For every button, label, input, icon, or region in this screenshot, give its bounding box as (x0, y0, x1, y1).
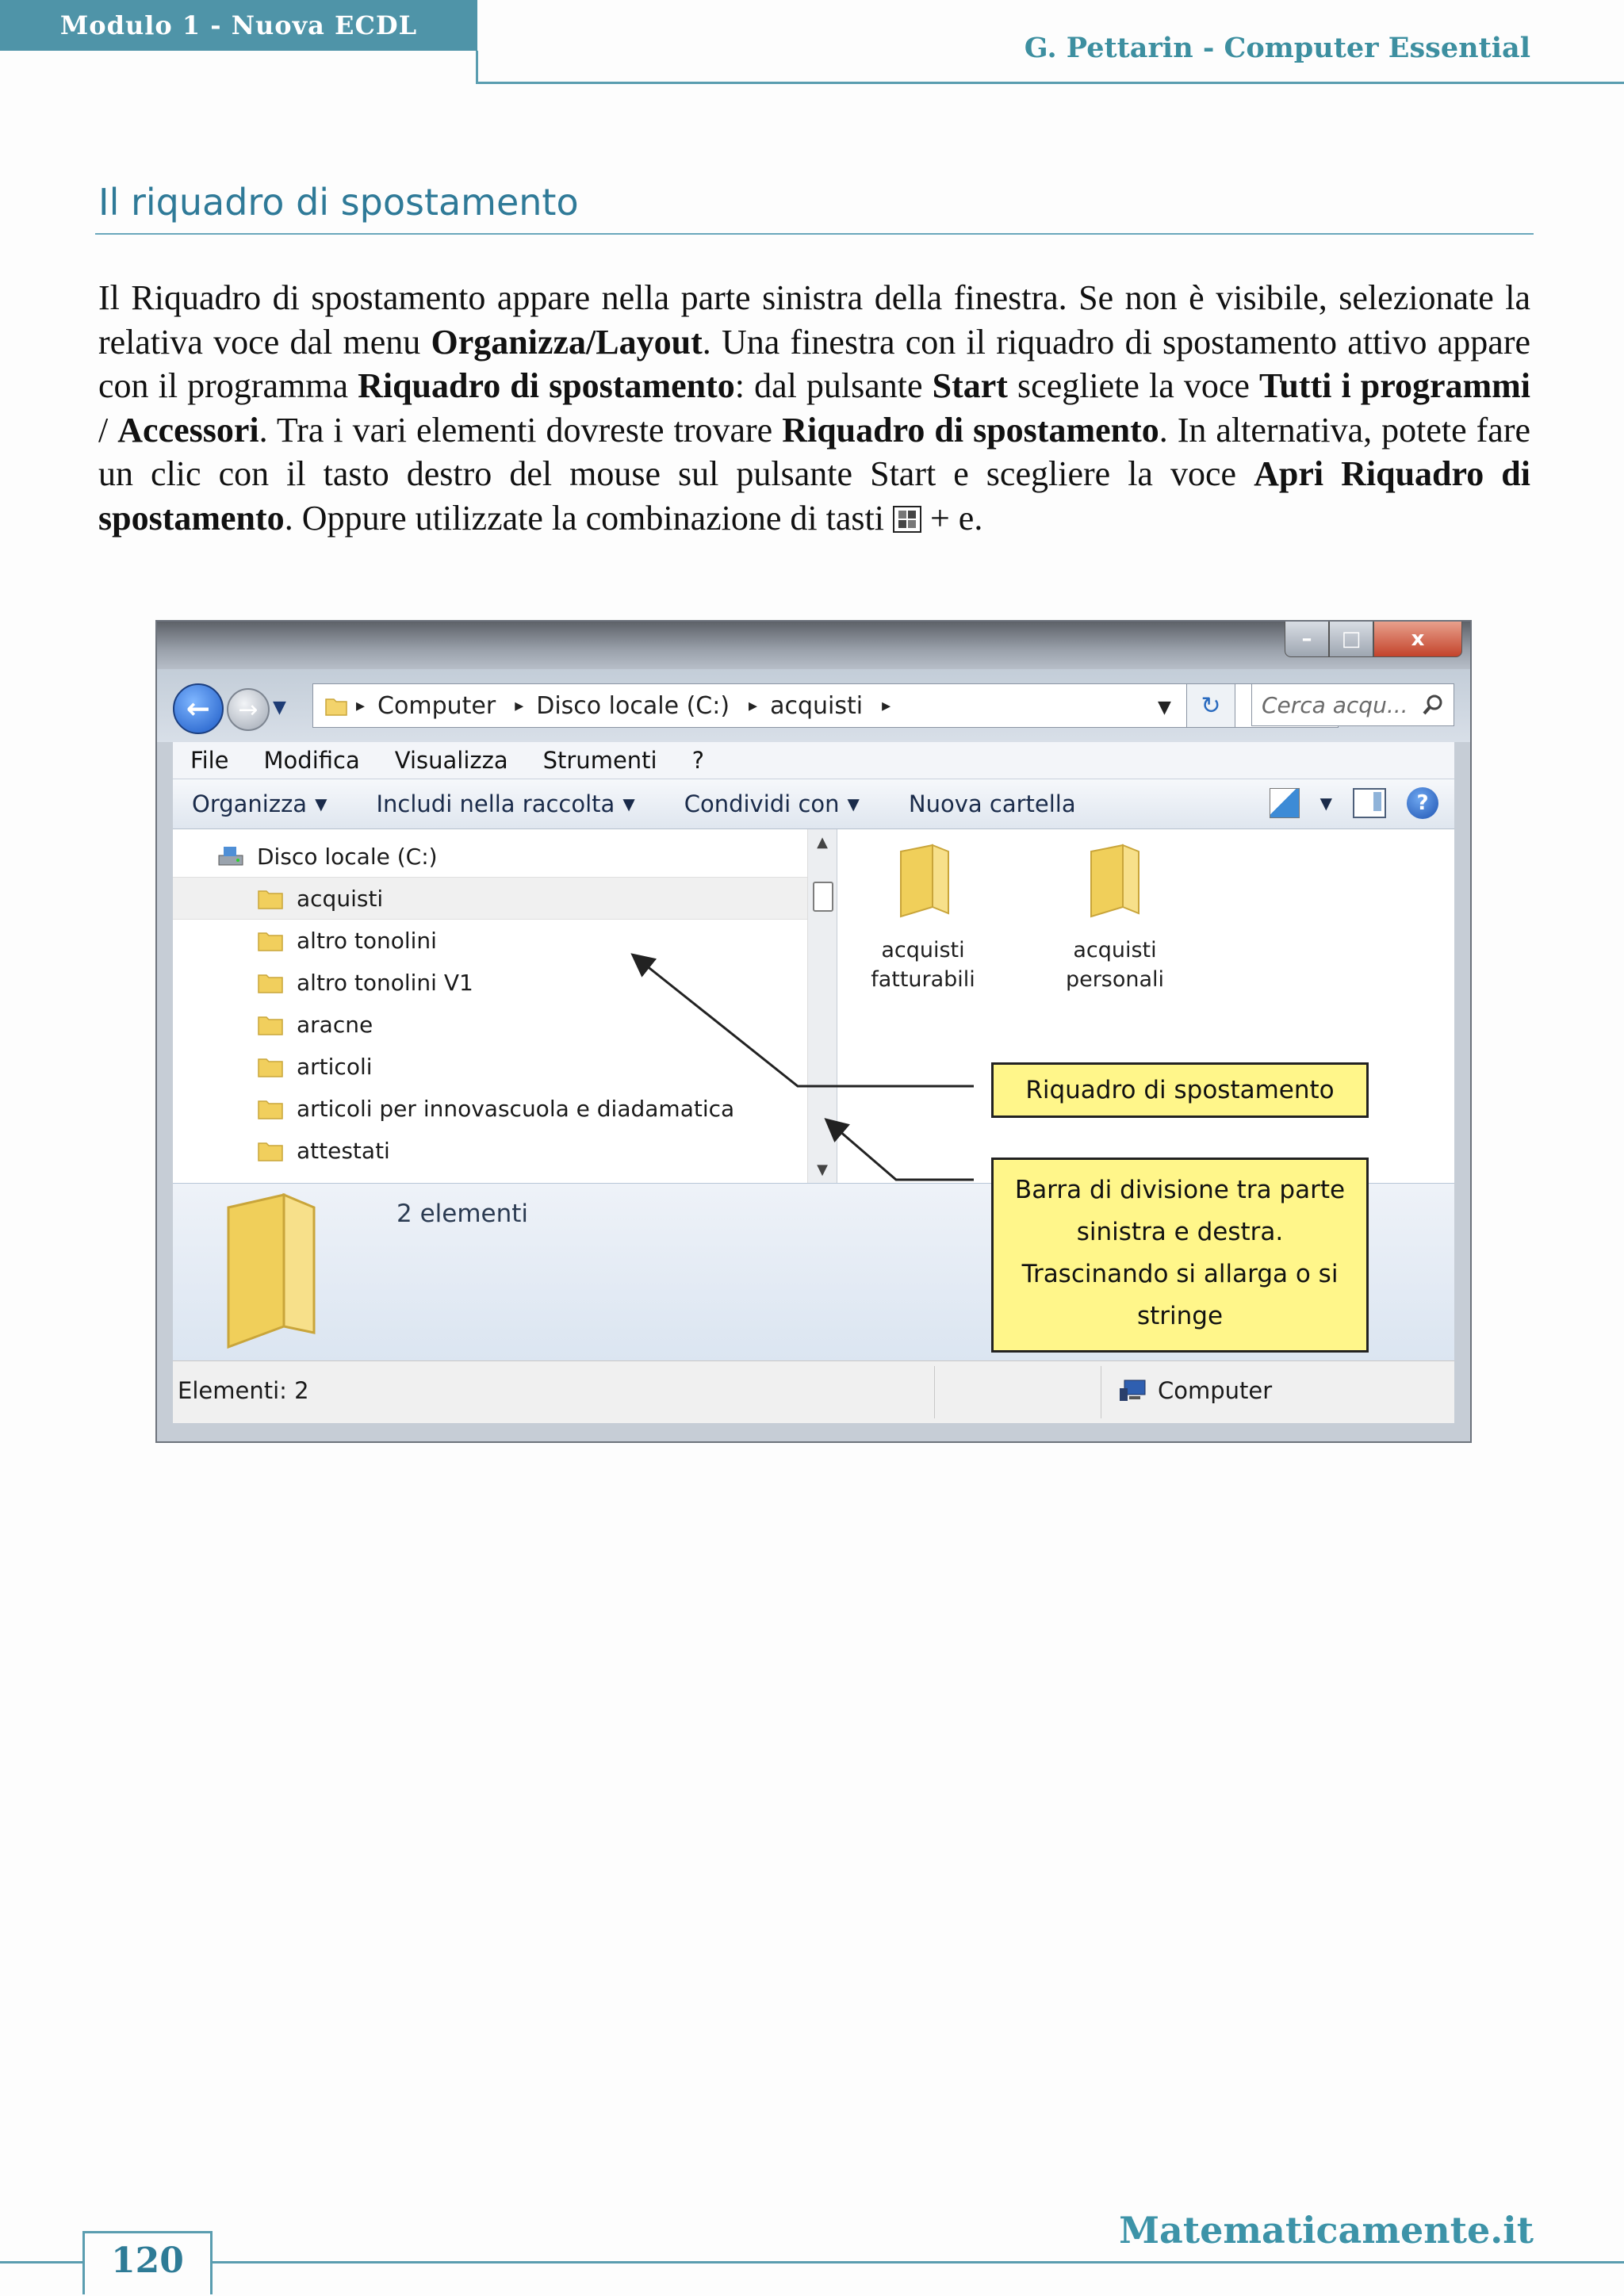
module-tab (0, 0, 477, 51)
includi-button[interactable] (376, 790, 634, 817)
menu-file[interactable]: File (190, 747, 229, 774)
callout-line: stringe (1136, 1302, 1224, 1330)
scroll-up-icon[interactable]: ▲ (817, 834, 828, 851)
tree-item-altro-tonolini-v1[interactable] (173, 962, 807, 1003)
help-icon[interactable]: ? (1407, 787, 1438, 819)
module-label: Modulo 1 - Nuova ECDL (59, 10, 418, 40)
section-rule (95, 233, 1534, 235)
window-buttons (1285, 622, 1462, 660)
text-run: . In alternativa, potete fare un clic con il tasto destro del mouse sul pulsante Start e scegliere la voce (98, 410, 1530, 493)
callout-nav-pane: Riquadro di spostamento (991, 1062, 1369, 1118)
bold-run: Start (932, 366, 1008, 405)
search-icon[interactable] (1422, 694, 1444, 716)
command-icons (1249, 787, 1438, 819)
callout-line: Trascinando si allarga o si (1021, 1260, 1339, 1288)
bold-run: Accessori (117, 410, 259, 450)
folder-icon (257, 1096, 284, 1120)
forward-arrow-icon[interactable]: → (227, 688, 270, 731)
search-placeholder: Cerca acqu... (1262, 691, 1408, 718)
address-dropdown-icon[interactable]: ▼ (1158, 698, 1171, 718)
refresh-icon[interactable]: ↻ (1186, 683, 1235, 728)
text-run: . Oppure utilizzate la combinazione di tasti (284, 498, 893, 538)
organizza-label: Organizza (192, 790, 308, 817)
computer-icon (1118, 1379, 1148, 1402)
tree-item-altro-tonolini[interactable] (173, 920, 807, 961)
section-title: Il riquadro di spostamento (98, 181, 579, 224)
status-count: Elementi: 2 (178, 1377, 309, 1404)
folder-label (1036, 936, 1194, 994)
bold-run: Tutti i programmi (1259, 366, 1531, 405)
folder-label-line: fatturabili (871, 967, 975, 992)
folder-icon (257, 928, 284, 952)
menu-help[interactable]: ? (691, 747, 704, 774)
breadcrumb-acquisti[interactable]: ▸ acquisti (749, 692, 863, 720)
view-dropdown-icon[interactable]: ▼ (1320, 794, 1332, 813)
tree-item-label: attestati (297, 1137, 390, 1164)
text-run: : dal pulsante (734, 366, 933, 405)
folder-icon (324, 695, 348, 717)
footer-site: Matematicamente.it (1119, 2209, 1534, 2252)
page-number: 120 (111, 2241, 184, 2281)
breadcrumb-computer[interactable]: ▸ Computer (356, 692, 496, 720)
scroll-down-icon[interactable]: ▼ (817, 1161, 828, 1178)
text-run: scegliete la voce (1007, 366, 1260, 405)
breadcrumb-next[interactable] (882, 696, 903, 716)
includi-label: Includi nella raccolta (376, 790, 615, 817)
tree-item-label: acquisti (297, 885, 384, 912)
status-location-label: Computer (1158, 1377, 1273, 1404)
view-icon[interactable] (1270, 788, 1300, 818)
explorer-screenshot (155, 620, 1472, 1443)
callout-divider (991, 1158, 1369, 1353)
tree-item-label: articoli (297, 1053, 373, 1080)
drive-icon (217, 844, 244, 868)
menu-visualizza[interactable]: Visualizza (394, 747, 508, 774)
tree-item-label: altro tonolini V1 (297, 969, 473, 996)
navigation-pane (173, 829, 807, 1183)
content-pane (837, 829, 1454, 1183)
tree-item-label: articoli per innovascuola e diadamatica (297, 1095, 735, 1122)
menu-strumenti[interactable]: Strumenti (542, 747, 657, 774)
text-run: . Una finestra con il riquadro di spostamento attivo appare con il programma (98, 322, 1530, 405)
address-bar[interactable] (312, 683, 1339, 728)
tree-item-articoli-innovascuola[interactable] (173, 1088, 807, 1129)
menu-bar (173, 742, 1454, 779)
details-count: 2 elementi (396, 1200, 529, 1228)
folder-icon (893, 844, 956, 923)
menu-modifica[interactable]: Modifica (263, 747, 360, 774)
nav-pane-scrollbar[interactable] (807, 829, 837, 1183)
folder-icon (1083, 844, 1147, 923)
header-rule (476, 82, 1624, 84)
back-arrow-icon[interactable]: ← (173, 683, 224, 734)
chevron-down-icon: ▼ (622, 794, 635, 813)
callout-line: Barra di divisione tra parte (1014, 1176, 1346, 1204)
text-run: / (98, 410, 118, 450)
minimize-button[interactable]: – (1285, 622, 1329, 657)
title-bar (157, 622, 1470, 669)
status-location (1118, 1377, 1272, 1404)
chevron-down-icon: ▼ (315, 794, 327, 813)
bold-run: Riquadro di spostamento (358, 366, 735, 405)
condividi-button[interactable] (684, 790, 860, 817)
command-bar (173, 779, 1454, 829)
bold-run: Organizza/Layout (431, 322, 703, 362)
folder-icon (257, 886, 284, 910)
breadcrumb-disk[interactable]: ▸ Disco locale (C:) (515, 692, 730, 720)
tree-item-label: aracne (297, 1011, 373, 1038)
callout-line: sinistra e destra. (1076, 1218, 1284, 1246)
author-header: G. Pettarin - Computer Essential (1024, 32, 1530, 64)
folder-icon (257, 1138, 284, 1162)
maximize-button[interactable]: □ (1329, 622, 1373, 657)
windows-key-icon (893, 506, 921, 533)
tree-item-attestati[interactable] (173, 1130, 807, 1171)
nuova-cartella-button[interactable] (909, 790, 1076, 817)
nuova-cartella-label: Nuova cartella (908, 790, 1076, 817)
status-bar (173, 1360, 1454, 1423)
tree-root[interactable] (173, 836, 807, 877)
search-input[interactable] (1251, 683, 1454, 726)
bold-run: Apri Riquadro di spostamento (98, 454, 1530, 538)
tree-item-aracne[interactable] (173, 1004, 807, 1045)
scroll-thumb[interactable] (813, 882, 833, 912)
tree-item-acquisti[interactable] (173, 877, 807, 920)
status-divider (934, 1366, 935, 1418)
close-button[interactable]: x (1373, 622, 1462, 657)
chevron-down-icon: ▼ (847, 794, 860, 813)
folder-icon (220, 1192, 324, 1350)
folder-icon (257, 1054, 284, 1078)
folder-icon (257, 970, 284, 994)
body-paragraph (98, 276, 1530, 540)
organizza-button[interactable] (192, 790, 327, 817)
navigation-row (157, 669, 1470, 742)
folder-label (844, 936, 1002, 994)
header-divider (476, 51, 478, 84)
preview-pane-icon[interactable] (1353, 788, 1386, 818)
folder-label-line: acquisti (1073, 938, 1157, 962)
footer-rule (0, 2261, 1624, 2263)
text-run: . Tra i vari elementi dovreste trovare (259, 410, 783, 450)
tree-item-articoli[interactable] (173, 1046, 807, 1087)
text-run: + e. (921, 498, 983, 538)
folder-label-line: personali (1065, 967, 1165, 992)
tree-root-label: Disco locale (C:) (257, 843, 438, 870)
text-run: Il Riquadro di spostamento appare nella parte sinistra della finestra. Se non è visibile, selezionate la relativa voce dal menu (98, 278, 1530, 362)
folder-icon (257, 1012, 284, 1036)
history-dropdown-icon[interactable]: ▼ (273, 698, 286, 718)
bold-run: Riquadro di spostamento (782, 410, 1159, 450)
condividi-label: Condividi con (684, 790, 840, 817)
folder-label-line: acquisti (881, 938, 965, 962)
tree-item-label: altro tonolini (297, 927, 437, 954)
